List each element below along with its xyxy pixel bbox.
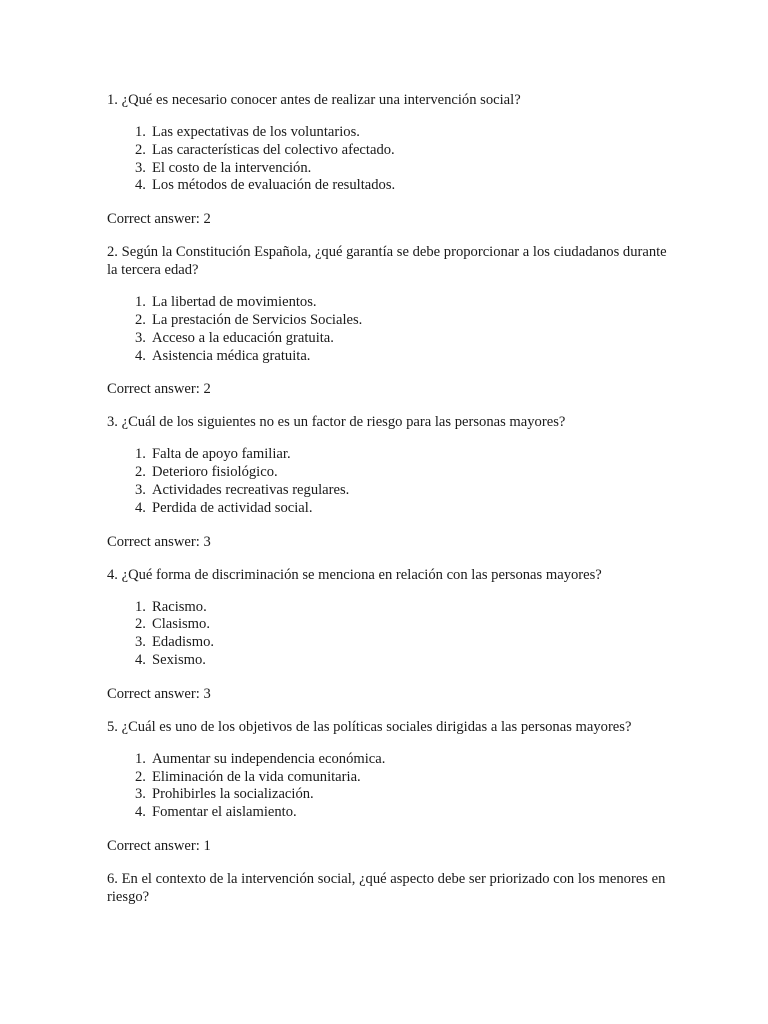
option-item <box>135 177 667 195</box>
option-text: Falta de apoyo familiar. <box>152 446 291 463</box>
question-text: 5. ¿Cuál es uno de los objetivos de las políticas sociales dirigidas a las personas mayores? <box>107 718 632 735</box>
option-number: 4. <box>135 347 146 364</box>
option-text: Sexismo. <box>152 651 206 668</box>
option-number: 3. <box>135 786 146 803</box>
option-text: Las características del colectivo afectado. <box>152 141 395 158</box>
option-text: Los métodos de evaluación de resultados. <box>152 177 396 194</box>
option-number: 2. <box>135 616 146 633</box>
option-number: 4. <box>135 804 146 821</box>
question-block-6 <box>107 870 667 906</box>
option-text: Edadismo. <box>152 634 215 651</box>
option-text: Las expectativas de los voluntarios. <box>152 124 360 140</box>
option-number: 2. <box>135 311 146 328</box>
option-text: Perdida de actividad social. <box>152 499 313 516</box>
question-block-2 <box>107 243 667 398</box>
option-number: 2. <box>135 768 146 785</box>
question-block-4 <box>107 566 667 703</box>
options-list <box>107 599 667 670</box>
question-text: 4. ¿Qué forma de discriminación se menciona en relación con las personas mayores? <box>107 566 602 583</box>
option-number: 4. <box>135 177 146 194</box>
document-page <box>107 91 667 921</box>
correct-answer: Correct answer: 2 <box>107 211 211 228</box>
question-text: 1. ¿Qué es necesario conocer antes de realizar una intervención social? <box>107 92 521 108</box>
option-item <box>135 599 667 617</box>
options-list <box>107 124 667 195</box>
option-item <box>135 804 667 822</box>
question-text: 3. ¿Cuál de los siguientes no es un factor de riesgo para las personas mayores? <box>107 414 566 431</box>
option-item <box>135 616 667 634</box>
option-text: Eliminación de la vida comunitaria. <box>152 768 361 785</box>
option-text: Fomentar el aislamiento. <box>152 804 297 821</box>
option-text: La prestación de Servicios Sociales. <box>152 311 363 328</box>
question-text: 2. Según la Constitución Española, ¿qué garantía se debe proporcionar a los ciudadanos durante la tercera edad? <box>107 244 667 279</box>
option-number: 2. <box>135 464 146 481</box>
option-text: Aumentar su independencia económica. <box>152 750 386 767</box>
option-number: 3. <box>135 481 146 498</box>
option-item <box>135 348 667 366</box>
option-item <box>135 446 667 464</box>
option-text: Actividades recreativas regulares. <box>152 481 350 498</box>
correct-answer: Correct answer: 2 <box>107 381 211 398</box>
option-text: La libertad de movimientos. <box>152 294 317 311</box>
option-item <box>135 500 667 518</box>
option-item <box>135 142 667 160</box>
correct-answer: Correct answer: 3 <box>107 685 211 702</box>
option-text: Clasismo. <box>152 616 210 633</box>
question-block-3 <box>107 413 667 550</box>
option-number: 1. <box>135 598 146 615</box>
question-text: 6. En el contexto de la intervención social, ¿qué aspecto debe ser priorizado con los menores en riesgo? <box>107 870 666 905</box>
option-item <box>135 769 667 787</box>
option-item <box>135 634 667 652</box>
option-number: 2. <box>135 141 146 158</box>
options-list <box>107 294 667 365</box>
correct-answer: Correct answer: 1 <box>107 837 211 854</box>
option-number: 1. <box>135 750 146 767</box>
option-item <box>135 330 667 348</box>
option-item <box>135 124 667 142</box>
option-text: Deterioro fisiológico. <box>152 464 278 481</box>
option-item <box>135 464 667 482</box>
option-item <box>135 160 667 178</box>
question-block-1 <box>107 91 667 228</box>
option-item <box>135 294 667 312</box>
options-list <box>107 751 667 822</box>
option-text: El costo de la intervención. <box>152 159 312 176</box>
option-text: Racismo. <box>152 598 207 615</box>
option-item <box>135 482 667 500</box>
option-item <box>135 786 667 804</box>
option-text: Prohibirles la socialización. <box>152 786 314 803</box>
option-item <box>135 312 667 330</box>
option-item <box>135 652 667 670</box>
option-number: 3. <box>135 634 146 651</box>
option-text: Acceso a la educación gratuita. <box>152 329 334 346</box>
option-number: 3. <box>135 159 146 176</box>
options-list <box>107 446 667 517</box>
option-text: Asistencia médica gratuita. <box>152 347 311 364</box>
option-number: 1. <box>135 124 146 140</box>
option-number: 3. <box>135 329 146 346</box>
option-number: 4. <box>135 651 146 668</box>
option-item <box>135 751 667 769</box>
option-number: 1. <box>135 294 146 311</box>
option-number: 1. <box>135 446 146 463</box>
correct-answer: Correct answer: 3 <box>107 533 211 550</box>
question-block-5 <box>107 718 667 855</box>
option-number: 4. <box>135 499 146 516</box>
